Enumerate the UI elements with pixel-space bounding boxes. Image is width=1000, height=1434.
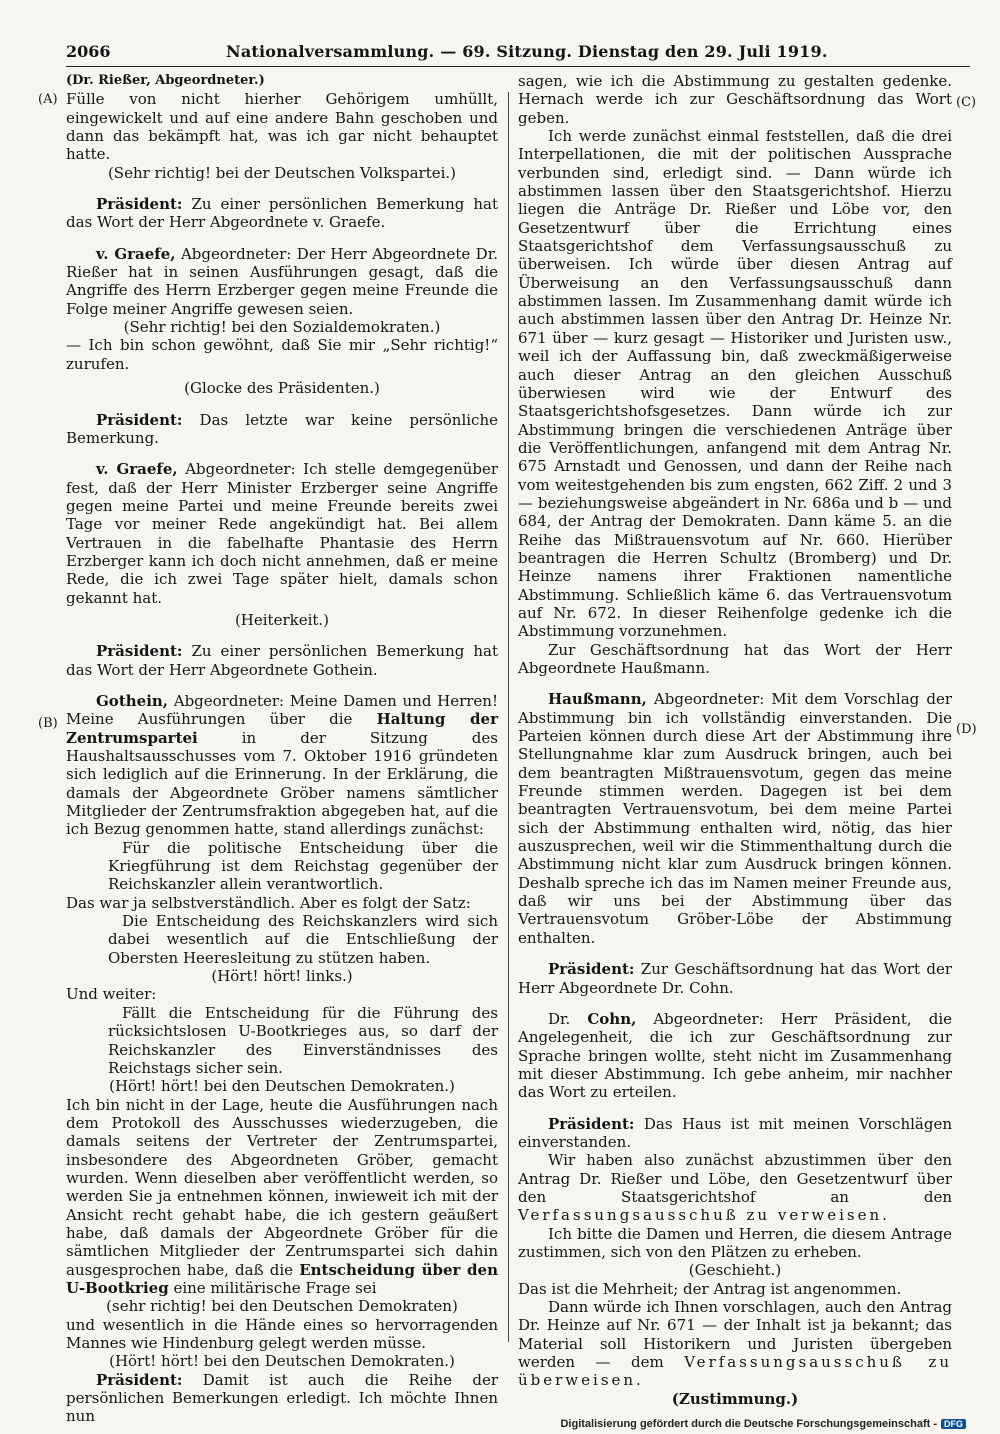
- speaker-name: Gothein,: [96, 691, 169, 710]
- paragraph: sagen, wie ich die Abstimmung zu gestalten gedenke. Hernach werde ich zur Geschäftsordnung das Wort geben.: [518, 72, 952, 127]
- paragraph: v. Graefe, Abgeordneter: Der Herr Abgeordnete Dr. Rießer hat in seinen Ausführungen gesagt, daß die Angriffe des Herrn Erzberger gegen meine Freunde die Folge meiner Angriffe gewesen seien.: [66, 244, 498, 318]
- paragraph: Das war ja selbstverständlich. Aber es folgt der Satz:: [66, 893, 471, 912]
- paragraph: Ich werde zunächst einmal feststellen, daß die drei Interpellationen, die mit der politischen Aussprache verbunden sind, erledigt sind. — Dann würde ich abstimmen lassen über den Staatsgerichtshof. Hierzu liegen die Anträge Dr. Rießer und Löbe vor, den Gesetzentwurf über die Errichtung eines Staatsgerichtshof dem Verfassungsausschuß zu überweisen. Ich würde über diesen Antrag auf Überweisung an den Verfassungsausschuß dann abstimmen lassen. Im Zusammenhang damit würde ich auch abstimmen lassen über den Antrag Dr. Heinze Nr. 671 über — kurz gesagt — Historiker und Juristen usw., weil ich der Auffassung bin, daß zweckmäßigerweise auch dieser Antrag an den gleichen Ausschuß überwiesen wird wie der Entwurf des Staatsgerichtshofsgesetzes. Dann würde ich zur Abstimmung bringen die verschiedenen Anträge über die Veröffentlichungen, anfangend mit dem Antrag Nr. 675 Arnstadt und Genossen, und dann der Reihe nach vom weitestgehenden bis zum engsten, 662 Ziff. 2 und 3 — beziehungsweise abgeändert in Nr. 686a und b — und 684, der Antrag der Demokraten. Dann käme 5. an die Reihe das Mißtrauensvotum auf Nr. 660. Hierüber beantragen die Herren Schultz (Bromberg) und Dr. Heinze namens ihrer Fraktionen namentliche Abstimmung. Schließlich käme 6. das Vertrauensvotum auf Nr. 672. In dieser Reihenfolge gedenke ich die Abstimmung vorzunehmen.: [518, 127, 952, 641]
- interjection: (Sehr richtig! bei der Deutschen Volkspartei.): [107, 163, 457, 182]
- speaker-name: Präsident:: [96, 410, 183, 429]
- interjection: (Zustimmung.): [671, 1389, 799, 1408]
- paragraph: Wir haben also zunächst abzustimmen über den Antrag Dr. Rießer und Löbe, den Gesetzentwurf über den Staatsgerichtshof an den Verfassungsausschuß zu verweisen.: [518, 1151, 952, 1225]
- paragraph: Das ist die Mehrheit; der Antrag ist angenommen.: [518, 1279, 902, 1298]
- interjection: (Hört! hört! bei den Deutschen Demokraten.): [109, 1077, 455, 1096]
- paragraph: Ich bin nicht in der Lage, heute die Ausführungen nach dem Protokoll des Ausschusses wiederzugeben, die damals seitens der Vertreter der Zentrumspartei, insbesondere des Abgeordneten Gröber, gemacht wurden. Wenn dieselben aber veröffentlicht werden, so werden Sie ja entnehmen können, inwieweit ich mit der Ansicht recht gehabt habe, die ich gestern geäußert habe, daß damals der Abgeordnete Gröber für die sämtlichen Mitglieder der Zentrumspartei sich dahin ausgesprochen habe, daß die Entscheidung über den U-Bootkrieg eine militärische Frage sei: [66, 1095, 498, 1297]
- quotation: Die Entscheidung des Reichskanzlers wird sich dabei wesentlich auf die Entschließung der Obersten Heeresleitung zu stützen haben.: [108, 912, 498, 967]
- speaker-name: Präsident:: [548, 960, 635, 979]
- right-column: [518, 72, 952, 1408]
- paragraph: Präsident: Zur Geschäftsordnung hat das Wort der Herr Abgeordnete Dr. Cohn.: [518, 960, 952, 997]
- paragraph: und wesentlich in die Hände eines so hervorragenden Mannes wie Hindenburg gelegt werden müsse.: [66, 1315, 498, 1352]
- column-divider: [508, 92, 509, 1342]
- page-header: [66, 40, 970, 70]
- interjection: (Glocke des Präsidenten.): [184, 379, 380, 398]
- interjection: (Hört! hört! links.): [211, 967, 353, 986]
- margin-marker-c: (C): [956, 95, 977, 110]
- paragraph: — Ich bin schon gewöhnt, daß Sie mir „Sehr richtig!“ zurufen.: [66, 336, 498, 373]
- speaker-name: Haußmann,: [548, 690, 647, 709]
- left-column: [66, 72, 498, 1426]
- paragraph: v. Graefe, Abgeordneter: Ich stelle demgegenüber fest, daß der Herr Minister Erzberger seine Angriffe gegen meine Partei und meine Freunde bereits zwei Tage vor meiner Rede angekündigt hat. Bei allem Vertrauen in die fabelhafte Phantasie des Herrn Erzberger kann ich doch nicht annehmen, daß er meine Rede, die ich zwei Tage später hielt, damals schon gekannt hat.: [66, 460, 498, 607]
- paragraph: Gothein, Abgeordneter: Meine Damen und Herren! Meine Ausführungen über die Haltung der Zentrumspartei in der Sitzung des Haushaltsausschusses vom 7. Oktober 1916 gründeten sich lediglich auf die Erinnerung. In der Erklärung, die damals der Abgeordnete Gröber namens sämtlicher Mitglieder der Zentrumsfraktion abgegeben hat, auf die ich Bezug genommen hatte, stand allerdings zunächst:: [66, 691, 498, 839]
- margin-marker-d: (D): [956, 722, 977, 737]
- quotation: Fällt die Entscheidung für die Führung des rücksichtslosen U-Bootkrieges aus, so darf der Reichskanzler des Einverständnisses des Reichstags sicher sein.: [108, 1003, 498, 1077]
- paragraph: Präsident: Damit ist auch die Reihe der persönlichen Bemerkungen erledigt. Ich möchte Ihnen nun: [66, 1370, 498, 1426]
- paragraph: Präsident: Zu einer persönlichen Bemerkung hat das Wort der Herr Abgeordnete Gothein.: [66, 642, 498, 679]
- paragraph: Fülle von nicht hierher Gehörigem umhüllt, eingewickelt und auf eine andere Bahn geschoben und dann das bekämpft hat, was ich gar nicht behauptet hatte.: [66, 90, 498, 164]
- interjection: (Heiterkeit.): [234, 610, 330, 629]
- quotation: Für die politische Entscheidung über die Kriegführung ist dem Reichstag gegenüber der Reichskanzler allein verantwortlich.: [108, 838, 498, 894]
- credit-text: Digitalisierung gefördert durch die Deutsche Forschungsgemeinschaft -: [560, 1418, 937, 1430]
- running-head: Nationalversammlung. — 69. Sitzung. Dienstag den 29. Juli 1919.: [226, 42, 828, 61]
- speaker-name: Präsident:: [96, 1370, 183, 1389]
- interjection: (sehr richtig! bei den Deutschen Demokraten): [106, 1297, 458, 1316]
- page-number: 2066: [66, 42, 111, 61]
- dfg-logo: DFG: [941, 1419, 966, 1429]
- interjection: (Geschieht.): [688, 1261, 782, 1280]
- margin-marker-b: (B): [38, 716, 58, 731]
- speaker-name: Präsident:: [96, 642, 183, 661]
- paragraph: Ich bitte die Damen und Herren, die diesem Antrage zustimmen, sich von den Plätzen zu erheben.: [518, 1224, 952, 1261]
- paragraph: Dr. Cohn, Abgeordneter: Herr Präsident, die Angelegenheit, die ich zur Geschäftsordnung zur Sprache bringen wollte, steht nicht im Zusammenhang mit dieser Abstimmung. Ich gebe anheim, mir nachher das Wort zu erteilen.: [518, 1009, 952, 1102]
- speaker-name: Cohn,: [587, 1009, 637, 1028]
- paragraph: Präsident: Das letzte war keine persönliche Bemerkung.: [66, 410, 498, 447]
- paragraph: Dann würde ich Ihnen vorschlagen, auch den Antrag Dr. Heinze auf Nr. 671 — der Inhalt ist ja bekannt; das Material soll Historikern und Juristen übergeben werden — dem Verfassungsausschuß zu überweisen.: [518, 1298, 952, 1390]
- speaker-continuation: (Dr. Rießer, Abgeordneter.): [66, 73, 265, 88]
- margin-marker-a: (A): [38, 92, 58, 107]
- speaker-name: Präsident:: [548, 1114, 635, 1133]
- paragraph: Präsident: Zu einer persönlichen Bemerkung hat das Wort der Herr Abgeordnete v. Graefe.: [66, 195, 498, 232]
- paragraph: Präsident: Das Haus ist mit meinen Vorschlägen einverstanden.: [518, 1114, 952, 1151]
- speaker-name: Präsident:: [96, 195, 183, 214]
- paragraph: Zur Geschäftsordnung hat das Wort der Herr Abgeordnete Haußmann.: [518, 640, 952, 677]
- interjection: (Sehr richtig! bei den Sozialdemokraten.): [123, 318, 441, 337]
- interjection: (Hört! hört! bei den Deutschen Demokraten.): [109, 1352, 455, 1371]
- digitization-credit: [560, 1418, 966, 1430]
- speaker-name: v. Graefe,: [96, 460, 178, 479]
- header-rule: [66, 66, 970, 67]
- paragraph: Und weiter:: [66, 985, 157, 1004]
- speaker-name: v. Graefe,: [96, 244, 176, 263]
- paragraph: Haußmann, Abgeordneter: Mit dem Vorschlag der Abstimmung bin ich vollständig einverstanden. Die Parteien können durch diese Art der Abstimmung ihre Stellungnahme klar zum Ausdruck bringen, auch bei dem beantragten Mißtrauensvotum, gegen das meine Freunde stimmen werden. Dagegen ist bei dem beantragten Vertrauensvotum, bei dem meine Partei sich der Abstimmung enthalten wird, nötig, das hier auszusprechen, weil wir die Stimmenthaltung durch die Abstimmung nicht klar zum Ausdruck bringen können. Deshalb spreche ich das im Namen meiner Freunde aus, daß wir uns bei der Abstimmung über das Vertrauensvotum Gröber-Löbe der Abstimmung enthalten.: [518, 690, 952, 947]
